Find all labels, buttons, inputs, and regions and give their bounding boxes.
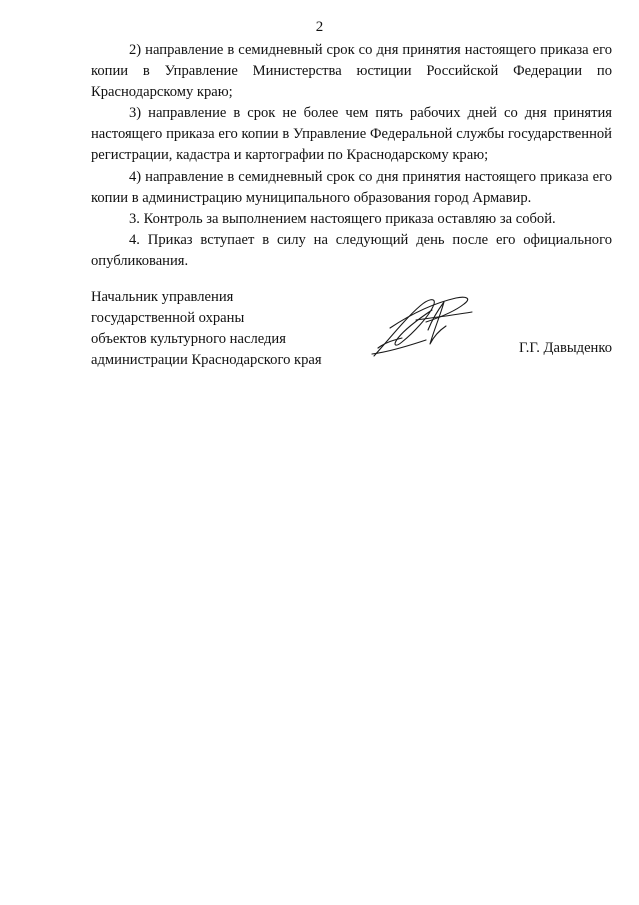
paragraph-item-3: 3) направление в срок не более чем пять рабочих дней со дня принятия настоящего приказа его копии в Управление Федеральной службы государственной регистрации, кадастра и картографии по Краснодарскому краю; [91,105,612,164]
page-number: 2 [315,19,324,35]
paragraph-effective-date: 4. Приказ вступает в силу на следующий день после его официального опубликования. [91,231,612,269]
position-line: администрации Краснодарского края [91,352,322,369]
paragraph-control: 3. Контроль за выполнением настоящего приказа оставляю за собой. [129,210,556,227]
paragraph-item-4: 4) направление в семидневный срок со дня принятия настоящего приказа его копии в администрацию муниципального образования город Армавир. [91,168,612,206]
position-line: Начальник управления [91,289,234,305]
position-line: объектов культурного наследия [91,331,286,348]
signatory-position [91,287,351,371]
signatory-name: Г.Г. Давыденко [518,340,612,356]
paragraph-item-2: 2) направление в семидневный срок со дня принятия настоящего приказа его копии в Управление Министерства юстиции Российской Федерации по Краснодарскому краю; [91,42,612,101]
position-line: государственной охраны [91,310,245,327]
document-body [91,40,612,272]
handwritten-signature [368,290,478,362]
